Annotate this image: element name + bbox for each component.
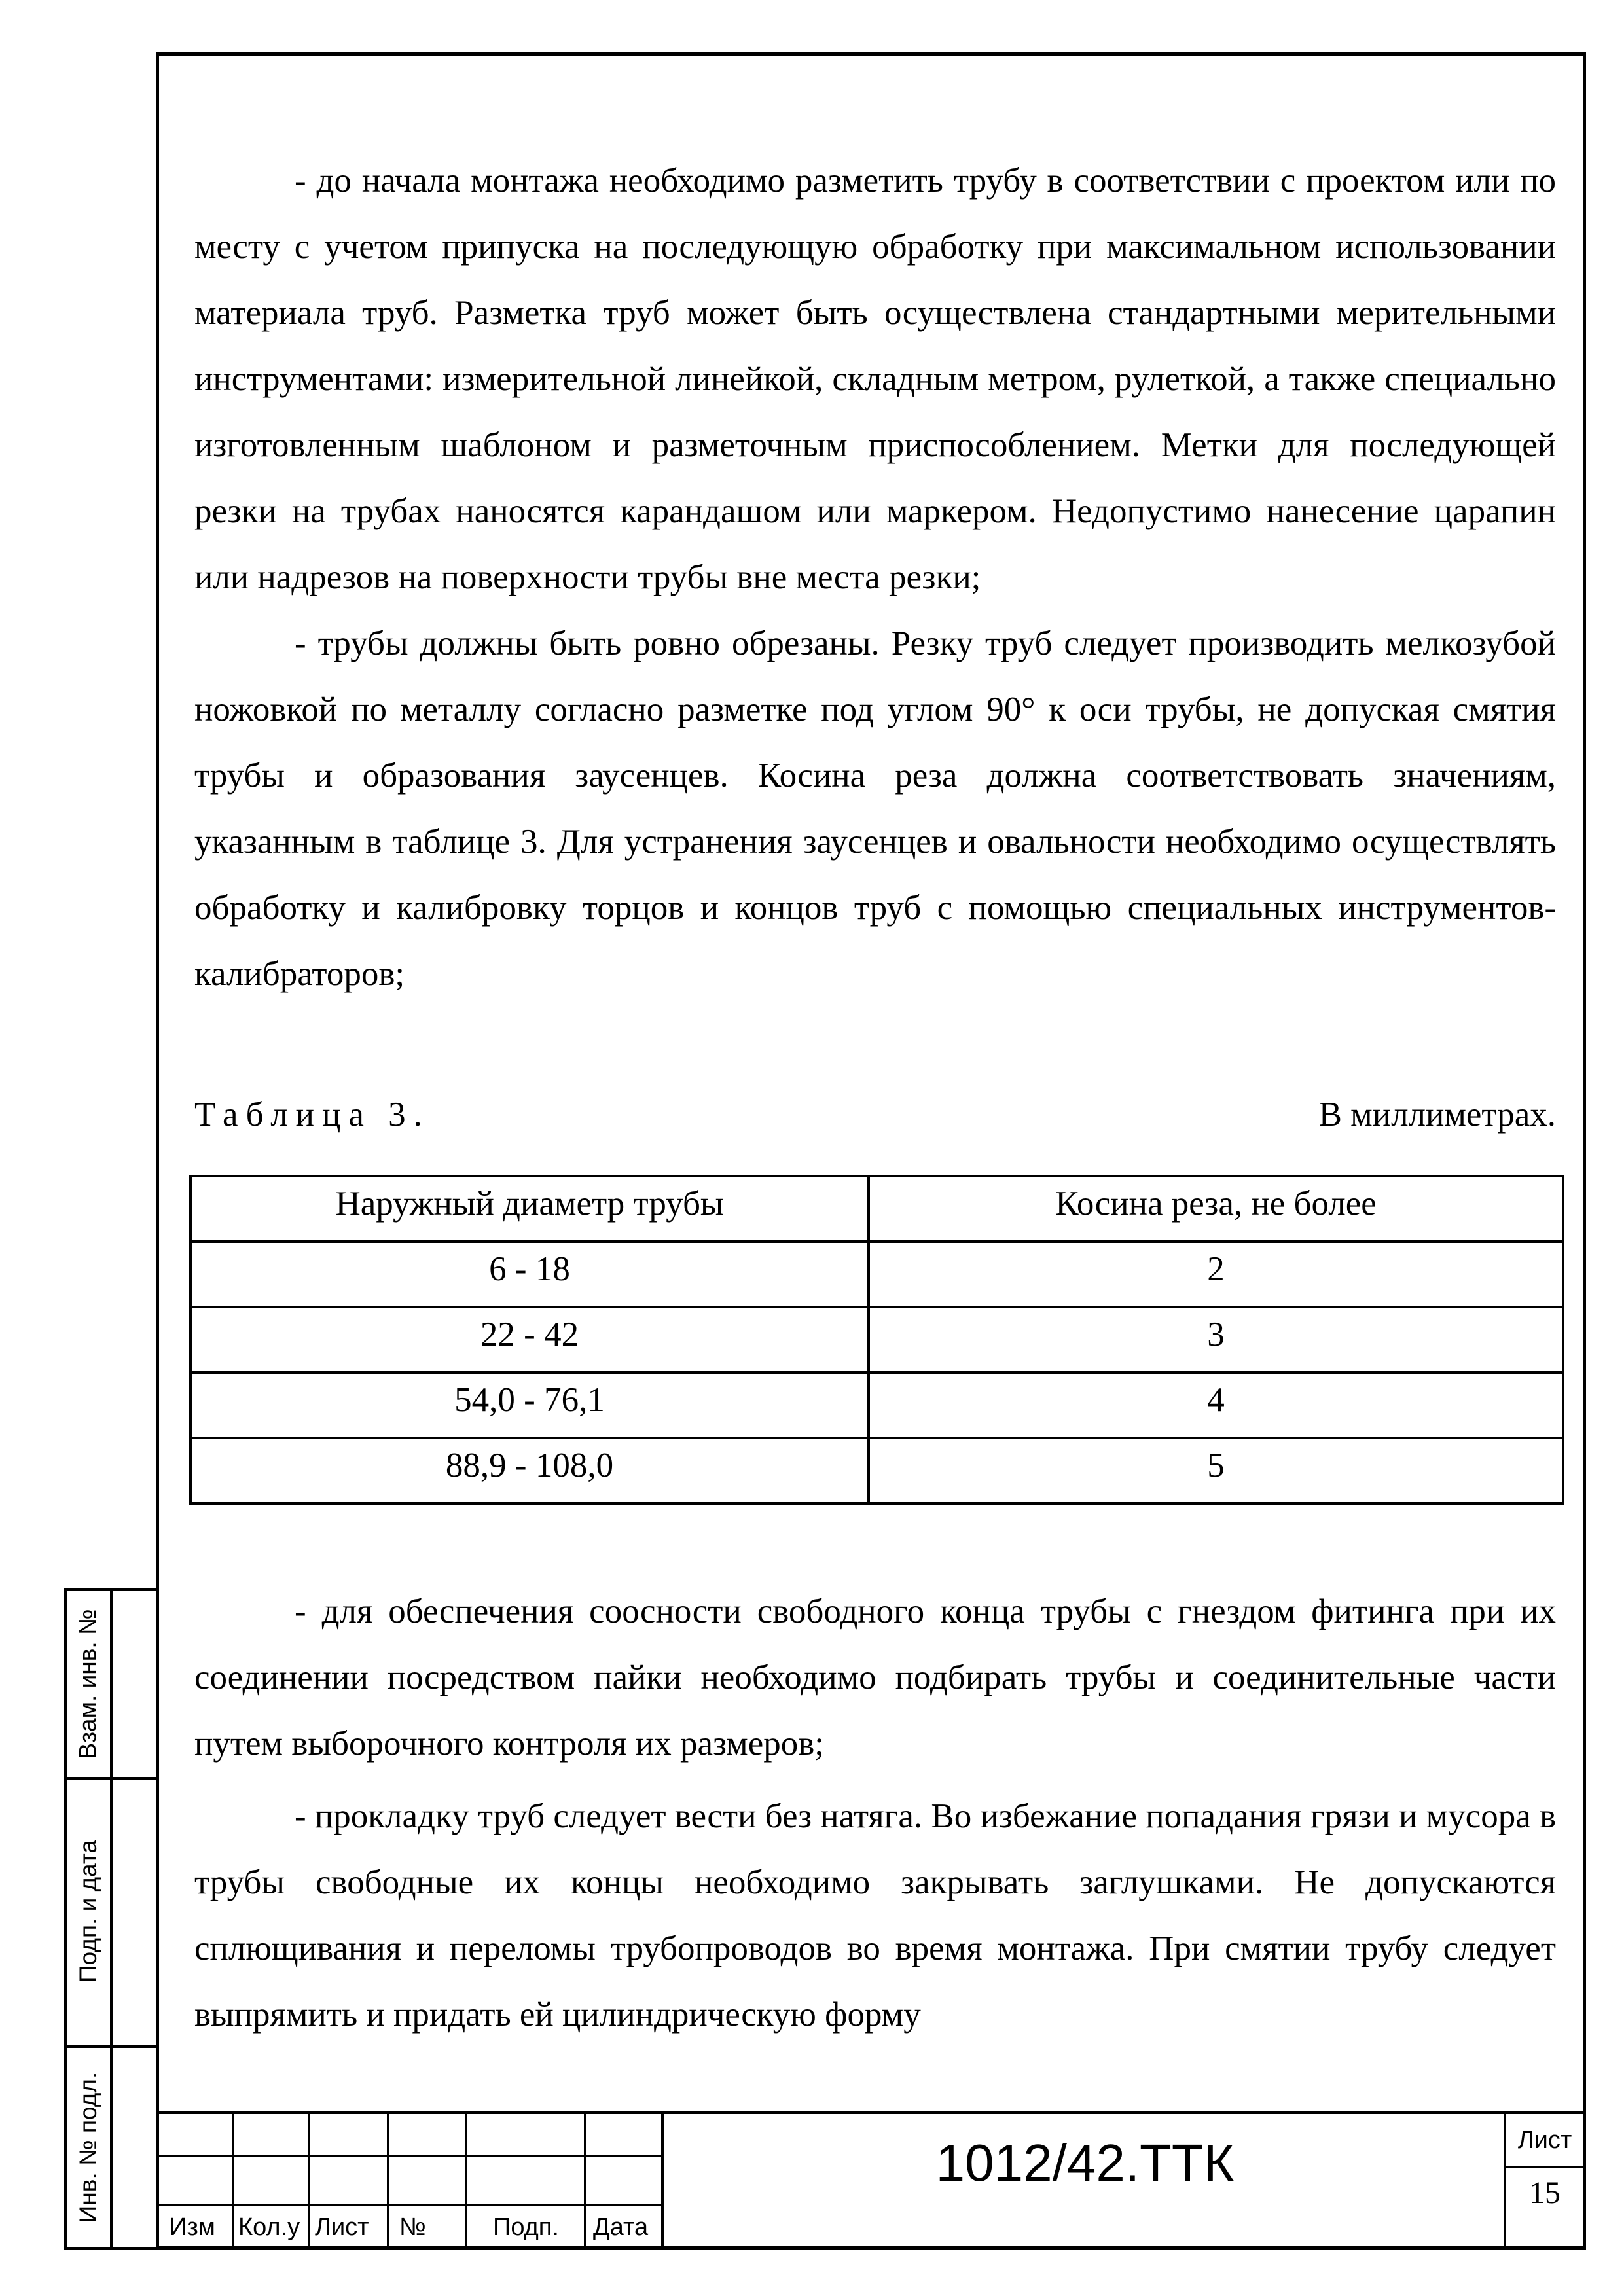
paragraph: - до начала монтажа необходимо разметить трубу в соответствии с проектом или по месту с учетом припуска на последующую обработку при максимальном использовании материала труб. Разметка труб может быть осуществлена стандартными мерительными инструментами: измерительной линейкой, складным метром, рулеткой, а также специально изготовленным шаблоном и разметочным приспособлением. Метки для последующей резки на трубах наносятся карандашом или маркером. Недопустимо нанесение царапин или надрезов на поверхности трубы вне места резки; xyxy=(194,162,1556,596)
divider xyxy=(387,2111,389,2250)
divider xyxy=(584,2111,586,2250)
divider xyxy=(465,2111,467,2250)
table-row xyxy=(190,1438,1563,1503)
side-label-original-inventory: Инв. № подл. xyxy=(75,2072,102,2223)
table-caption-row xyxy=(194,1085,1556,1144)
table-header-cell: Наружный диаметр трубы xyxy=(190,1176,869,1242)
table-cell: 5 xyxy=(869,1438,1563,1503)
table-row xyxy=(190,1372,1563,1438)
table-units: В миллиметрах. xyxy=(1318,1096,1556,1134)
divider xyxy=(308,2111,310,2250)
sheet-label: Лист xyxy=(1517,2126,1572,2154)
body-text-top xyxy=(194,148,1556,1007)
table-cell: 22 - 42 xyxy=(190,1307,869,1372)
column-label-sheet: Лист xyxy=(315,2214,369,2241)
sheet-number: 15 xyxy=(1529,2175,1561,2210)
column-label-quantity: Кол.у xyxy=(238,2214,300,2241)
body-text-bottom xyxy=(194,1579,1556,2048)
table-row xyxy=(190,1242,1563,1307)
data-table xyxy=(189,1175,1564,1505)
side-label-signature-date: Подп. и дата xyxy=(75,1840,102,1982)
document-code: 1012/42.ТТК xyxy=(935,2134,1235,2192)
table-cell: 4 xyxy=(869,1372,1563,1438)
table-header-cell: Косина реза, не более xyxy=(869,1176,1563,1242)
table-cell: 2 xyxy=(869,1242,1563,1307)
side-stamp xyxy=(64,1588,156,2250)
table-header-row xyxy=(190,1176,1563,1242)
table-row xyxy=(190,1307,1563,1372)
table-caption: Таблица 3. xyxy=(194,1096,430,1134)
side-label-replacement-inventory: Взам. инв. № xyxy=(75,1609,102,1759)
column-label-signature: Подп. xyxy=(493,2214,559,2241)
table-cell: 3 xyxy=(869,1307,1563,1372)
divider xyxy=(232,2111,234,2250)
paragraph: - трубы должны быть ровно обрезаны. Резку труб следует производить мелкозубой ножовкой по металлу согласно разметке под углом 90° к оси трубы, не допуская смятия трубы и образования заусенцев. Косина реза должна соответствовать значениям, указанным в таблице 3. Для устранения заусенцев и овальности необходимо осуществлять обработку и калибровку торцов и концов труб с помощью специальных инструментов-калибраторов; xyxy=(194,624,1556,993)
column-label-date: Дата xyxy=(593,2214,649,2241)
paragraph: - прокладку труб следует вести без натяга. Во избежание попадания грязи и мусора в трубы свободные их концы необходимо закрывать заглушками. Не допускаются сплющивания и переломы трубопроводов во время монтажа. При смятии трубу следует выпрямить и придать ей цилиндрическую форму xyxy=(194,1797,1556,2034)
column-label-change: Изм xyxy=(169,2214,215,2241)
column-label-number: № xyxy=(399,2214,426,2241)
table-cell: 88,9 - 108,0 xyxy=(190,1438,869,1503)
paragraph: - для обеспечения соосности свободного конца трубы с гнездом фитинга при их соединении посредством пайки необходимо подбирать трубы и соединительные части путем выборочного контроля их размеров; xyxy=(194,1592,1556,1763)
table-cell: 54,0 - 76,1 xyxy=(190,1372,869,1438)
table-cell: 6 - 18 xyxy=(190,1242,869,1307)
